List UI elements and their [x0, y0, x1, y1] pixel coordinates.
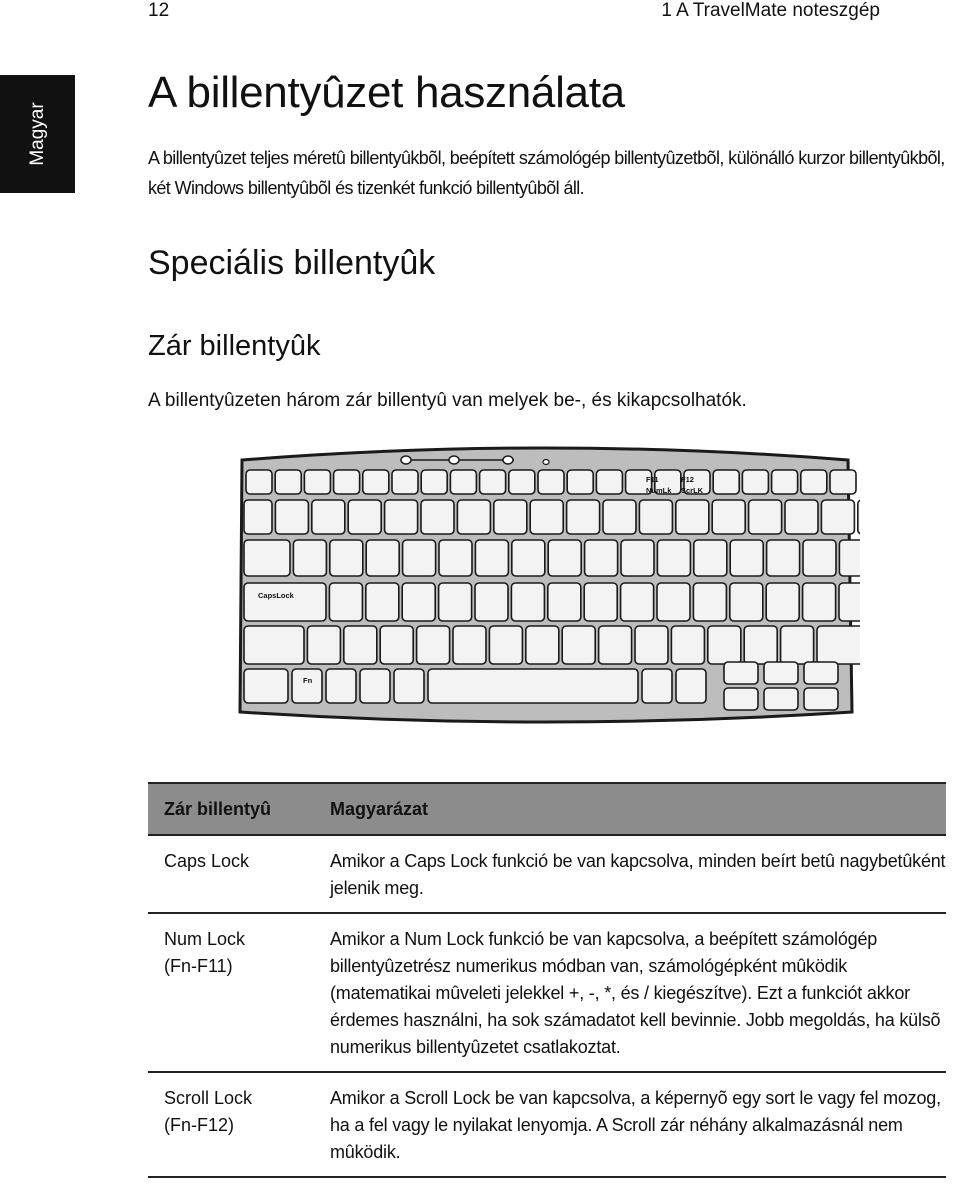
shift-row-key — [744, 626, 777, 664]
key-shortcut: (Fn-F12) — [164, 1115, 235, 1135]
number-row-key — [385, 500, 418, 534]
key-name-cell — [148, 913, 312, 1072]
home-row-key — [766, 583, 799, 621]
home-row-key — [584, 583, 617, 621]
bottom-row-key — [244, 669, 288, 703]
number-row-key — [567, 500, 600, 534]
function-row-key — [450, 470, 476, 494]
home-row-key — [244, 583, 326, 621]
bottom-row-key — [360, 669, 390, 703]
home-row-key — [621, 583, 654, 621]
shift-row-key — [307, 626, 340, 664]
key-label-capslock: CapsLock — [258, 591, 294, 600]
top-letter-row-key — [694, 540, 727, 576]
key-label-f12: F12 — [681, 475, 694, 484]
function-row-key — [304, 470, 330, 494]
number-row-key — [244, 500, 272, 534]
shift-row-key — [599, 626, 632, 664]
top-letter-row-key — [475, 540, 508, 576]
number-row-key — [275, 500, 308, 534]
lead-paragraph: A billentyûzeten három zár billentyû van melyek be-, és kikapcsolhatók. — [148, 390, 747, 411]
page-title: A billentyûzet használata — [148, 68, 625, 117]
top-letter-row-key — [403, 540, 436, 576]
function-row-key — [275, 470, 301, 494]
column-header-description: Magyarázat — [312, 783, 946, 835]
top-letter-row-key — [657, 540, 690, 576]
shift-row-key — [344, 626, 377, 664]
arrow-key — [764, 662, 798, 684]
page-number: 12 — [148, 0, 170, 21]
home-row-key — [657, 583, 690, 621]
number-row-key — [785, 500, 818, 534]
top-letter-row-key — [512, 540, 545, 576]
arrow-key — [804, 662, 838, 684]
home-row-key — [475, 583, 508, 621]
chapter-title: 1 A TravelMate noteszgép — [661, 0, 880, 21]
key-label-numlk: NumLk — [646, 486, 672, 495]
arrow-key — [804, 688, 838, 710]
number-row-key — [712, 500, 745, 534]
shift-row-key — [781, 626, 814, 664]
top-letter-row-key — [767, 540, 800, 576]
key-label-f11: F11 — [646, 475, 659, 484]
home-row-key — [511, 583, 544, 621]
bottom-row-key — [326, 669, 356, 703]
space-key — [428, 669, 638, 703]
number-row-key — [858, 500, 860, 534]
key-name-cell — [148, 835, 312, 913]
function-row-key — [713, 470, 739, 494]
function-row-key — [480, 470, 506, 494]
shift-row-key — [635, 626, 668, 664]
function-row-key — [830, 470, 856, 494]
key-label-fn: Fn — [303, 676, 313, 685]
shift-row-key — [244, 626, 304, 664]
top-letter-row-key — [439, 540, 472, 576]
function-row-key — [246, 470, 272, 494]
key-description: Amikor a Scroll Lock be van kapcsolva, a képernyõ egy sort le vagy fel mozog, ha a fel vagy le nyilakat lenyomja. A Scroll zár néhány alkalmazásnál nem mûködik. — [312, 1072, 946, 1177]
shift-row-key — [562, 626, 595, 664]
home-row-key — [730, 583, 763, 621]
number-row-key — [530, 500, 563, 534]
table-header-row — [148, 783, 946, 835]
number-row-key — [749, 500, 782, 534]
number-row-key — [821, 500, 854, 534]
shift-row-key — [817, 626, 860, 664]
key-description: Amikor a Num Lock funkció be van kapcsolva, a beépített számológép billentyûzetrész numerikus módban van, számológépként mûködik (matematikai mûveleti jelekkel +, -, *, és / kiegészítve). Ezt a funkciót akkor érdemes használni, ha sok számadatot kell bevinnie. Jobb megoldás, ha külsõ numerikus billentyûzetet csatlakoztat. — [312, 913, 946, 1072]
number-row-key — [348, 500, 381, 534]
intro-paragraph: A billentyûzet teljes méretû billentyûkbõl, beépített számológép billentyûzetbõl, különálló kurzor billentyûkbõl, két Windows billentyûbõl és tizenkét funkció billentyûbõl áll. — [148, 148, 945, 198]
keyboard-illustration — [230, 440, 860, 730]
table-row — [148, 913, 946, 1072]
home-row-key — [366, 583, 399, 621]
home-row-key — [329, 583, 362, 621]
function-row-key — [567, 470, 593, 494]
top-letter-row-key — [366, 540, 399, 576]
function-row-key — [421, 470, 447, 494]
key-name-cell — [148, 1072, 312, 1177]
key-shortcut: (Fn-F11) — [164, 956, 233, 976]
section-title: Speciális billentyûk — [148, 244, 436, 282]
shift-row-key — [671, 626, 704, 664]
function-row-key — [392, 470, 418, 494]
bottom-row-key — [642, 669, 672, 703]
key-name: Scroll Lock — [164, 1088, 253, 1108]
function-row-key — [596, 470, 622, 494]
top-letter-row-key — [330, 540, 363, 576]
shift-row-key — [380, 626, 413, 664]
home-row-key — [439, 583, 472, 621]
number-row-key — [312, 500, 345, 534]
home-row-key — [693, 583, 726, 621]
shift-row-key — [526, 626, 559, 664]
number-row-key — [676, 500, 709, 534]
number-row-key — [603, 500, 636, 534]
function-row-key — [772, 470, 798, 494]
top-letter-row-key — [244, 540, 290, 576]
top-letter-row-key — [803, 540, 836, 576]
key-name: Caps Lock — [164, 851, 250, 871]
table-row — [148, 835, 946, 913]
function-row-key — [801, 470, 827, 494]
home-row-key — [839, 583, 860, 621]
home-row-key — [803, 583, 836, 621]
shift-row-key — [417, 626, 450, 664]
number-row-key — [639, 500, 672, 534]
subsection-title: Zár billentyûk — [148, 330, 321, 362]
lock-keys-table — [148, 782, 946, 1178]
shift-row-key — [489, 626, 522, 664]
function-row-key — [509, 470, 535, 494]
top-letter-row-key — [730, 540, 763, 576]
function-row-key — [334, 470, 360, 494]
language-tab-label: Magyar — [26, 102, 48, 166]
arrow-key — [724, 662, 758, 684]
language-tab — [0, 75, 75, 193]
shift-row-key — [708, 626, 741, 664]
number-row-key — [457, 500, 490, 534]
function-row-key — [363, 470, 389, 494]
function-row-key — [538, 470, 564, 494]
top-letter-row-key — [548, 540, 581, 576]
bottom-row-key — [676, 669, 706, 703]
key-label-scrlk: ScrLK — [681, 486, 704, 495]
key-name: Num Lock — [164, 929, 246, 949]
function-row-key — [742, 470, 768, 494]
top-letter-row-key — [621, 540, 654, 576]
top-letter-row-key — [585, 540, 618, 576]
table-row — [148, 1072, 946, 1177]
fn-key — [292, 669, 322, 703]
arrow-key — [764, 688, 798, 710]
number-row-key — [421, 500, 454, 534]
top-letter-row-key — [293, 540, 326, 576]
home-row-key — [548, 583, 581, 621]
home-row-key — [402, 583, 435, 621]
number-row-key — [494, 500, 527, 534]
arrow-key — [724, 688, 758, 710]
shift-row-key — [453, 626, 486, 664]
key-description: Amikor a Caps Lock funkció be van kapcsolva, minden beírt betû nagybetûként jelenik meg. — [312, 835, 946, 913]
keyboard-keys — [244, 470, 860, 710]
column-header-key: Zár billentyû — [148, 783, 312, 835]
top-letter-row-key — [839, 540, 860, 576]
bottom-row-key — [394, 669, 424, 703]
